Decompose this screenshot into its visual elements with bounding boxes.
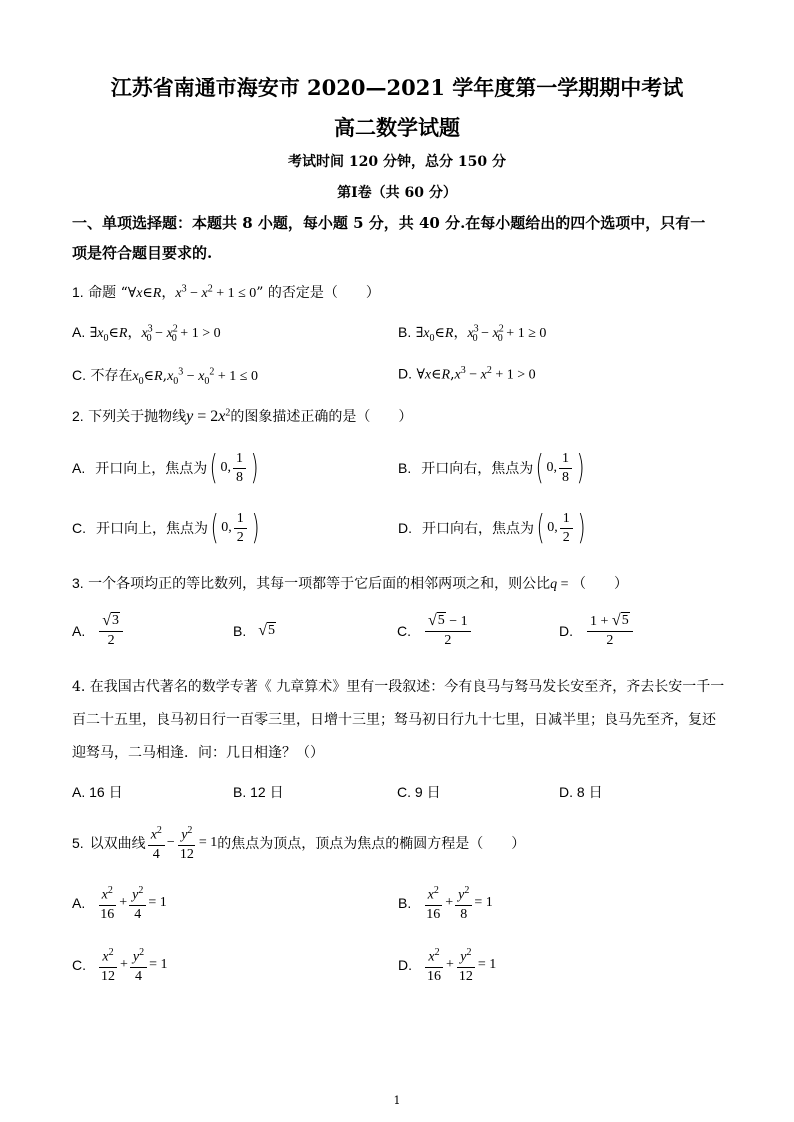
q2-option-a: A. 开口向上，焦点为 ( 0, $\frac{1}{8}$ ) — [72, 448, 259, 488]
option-label: D. — [398, 956, 412, 973]
option-text: 开口向上，焦点为 — [96, 521, 208, 537]
option-label: A. — [72, 460, 86, 476]
option-label: A. — [72, 623, 86, 639]
option-text: 开口向上，焦点为 — [95, 461, 208, 477]
question-text: 以双曲线 — [89, 835, 146, 852]
question-4-line1: 4. 在我国古代著名的数学专著《 九章算术》里有一段叙述：今有良马与驽马发长安至齐，齐去长安一千一 — [72, 679, 725, 695]
option-text: 不存在 — [90, 368, 133, 384]
option-label: C. — [72, 367, 86, 383]
option-text: 开口向右，焦点为 — [421, 461, 534, 477]
q4-option-b: B. 12 日 — [233, 784, 284, 800]
q5-option-a: A. $\frac{x^2}{16}$ + $\frac{y^2}{4}$ = 1 — [72, 882, 167, 924]
q2-option-c: C. 开口向上，焦点为 ( 0, $\frac{1}{2}$ ) — [72, 508, 260, 548]
option-text: 开口向右，焦点为 — [422, 521, 534, 537]
question-number: 3. — [72, 575, 84, 591]
q4-option-a: A. 16 日 — [72, 784, 123, 800]
q1-option-d: D. $\forall x\in R,x^3 - x^2 + 1 > 0$ — [398, 365, 536, 383]
q2-option-b: B. 开口向右，焦点为 ( 0, $\frac{1}{8}$ ) — [398, 448, 585, 488]
question-3: 3. 一个各项均正的等比数列，其每一项都等于它后面的相邻两项之和，则公比q = （ ） — [72, 575, 629, 592]
question-1: 1. 命题 “∀x∈R，$x^3 - x^2 + 1 \le 0$” 的否定是（ ） — [72, 283, 380, 301]
q2-option-d: D. 开口向右，焦点为 ( 0, $\frac{1}{2}$ ) — [398, 508, 586, 548]
section-instruction-line1: 一、单项选择题：本题共 8 小题，每小题 5 分，共 40 分.在每小题给出的四个选项中，只有一 — [72, 214, 706, 232]
option-label: C. — [72, 520, 86, 536]
question-number: 5. — [72, 834, 84, 851]
q1-option-c: C. 不存在$x_0\in R,x_0^3 - x_0^2 + 1 \le 0$ — [72, 366, 258, 387]
q1-option-b: B. $\exists x_0\in R$，$x^3_0 - x^2_0 + 1 \ge 0$ — [398, 323, 547, 344]
question-number: 1. — [72, 284, 84, 300]
q4-option-c: C. 9 日 — [397, 784, 441, 800]
question-2: 2. 下列关于抛物线$y = 2x^2$的图象描述正确的是（ ） — [72, 407, 413, 425]
question-text: ” 的否定是（ ） — [256, 285, 380, 301]
q3-option-c: C. √ 5 − 1 2 — [397, 612, 473, 650]
q5-option-c: C. $\frac{x^2}{12}$ + $\frac{y^2}{4}$ = 1 — [72, 944, 168, 986]
question-number: 2. — [72, 408, 84, 424]
option-label: A. — [72, 324, 86, 340]
option-label: C. — [72, 956, 86, 973]
option-label: B. — [398, 460, 412, 476]
exam-subtitle: 高二数学试题 — [334, 115, 460, 140]
option-label: D. — [398, 365, 412, 382]
exam-meta: 考试时间 120 分钟，总分 150 分 — [288, 154, 506, 170]
q3-option-d: D. 1 + √ 5 2 — [559, 612, 635, 650]
q3-option-a: A. √ 3 2 — [72, 612, 125, 650]
page-number: 1 — [393, 1094, 401, 1107]
option-label: A. — [72, 894, 86, 911]
question-text: 下列关于抛物线 — [88, 409, 187, 425]
q1-option-a: A. $\exists x_0\in R$，$x^3_0 - x^2_0 + 1 > 0$ — [72, 323, 221, 344]
volume-heading: 第Ⅰ卷（共 60 分） — [337, 185, 457, 201]
exam-title: 江苏省南通市海安市 2020—2021 学年度第一学期期中考试 — [110, 75, 684, 100]
question-4-line3: 迎驽马，二马相逢．问：几日相逢？（） — [72, 745, 324, 761]
option-label: D. — [398, 520, 412, 536]
section-instruction-line2: 项是符合题目要求的. — [72, 244, 213, 262]
option-label: B. — [398, 894, 412, 911]
question-5: 5. 以双曲线 $\frac{x^2}{4}$ − $\frac{y^2}{12}$ = 1 的焦点为顶点，顶点为焦点的椭圆方程是（ ） — [72, 822, 525, 864]
q3-option-b: B. √ 5 — [233, 622, 276, 639]
question-text: 命题 “ — [88, 285, 128, 301]
option-label: B. — [233, 623, 247, 639]
question-text: 的图象描述正确的是（ ） — [230, 409, 413, 425]
question-text: 一个各项均正的等比数列，其每一项都等于它后面的相邻两项之和，则公比 — [88, 576, 551, 592]
option-label: C. — [397, 623, 411, 639]
question-4-line2: 百二十五里，良马初日行一百零三里，日增十三里；驽马初日行九十七里，日减半里；良马先至齐，复还 — [72, 712, 716, 728]
option-label: D. — [559, 623, 573, 639]
question-text: 的焦点为顶点，顶点为焦点的椭圆方程是（ ） — [217, 835, 526, 852]
q5-option-d: D. $\frac{x^2}{16}$ + $\frac{y^2}{12}$ = 1 — [398, 944, 496, 986]
q5-option-b: B. $\frac{x^2}{16}$ + $\frac{y^2}{8}$ = 1 — [398, 882, 493, 924]
option-label: B. — [398, 324, 412, 340]
q4-option-d: D. 8 日 — [559, 784, 603, 800]
question-text: （ ） — [572, 576, 629, 592]
